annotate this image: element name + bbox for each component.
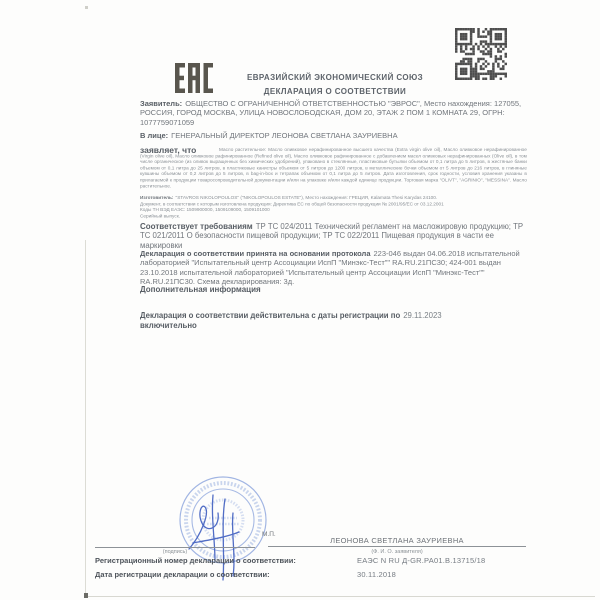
registration-number-value: ЕАЭС N RU Д-GR.РА01.В.13715/18: [357, 556, 486, 565]
page-left-edge: [85, 240, 86, 597]
document-title: ДЕКЛАРАЦИЯ О СООТВЕТСТВИИ: [263, 87, 407, 96]
page-bottom-edge: [85, 596, 595, 597]
validity-paragraph: [140, 311, 480, 330]
additional-info-label: Дополнительная информация: [140, 285, 261, 294]
manufacturer-line: Изготовитель: "STAVROS NIKOLOPOULOS" ("NIKOLOPOULOS ESTATE"), Место нахождения: ГРЕЦИЯ, Kalamata Thesi Karydas 24100.: [140, 195, 438, 201]
compliance-paragraph: [140, 222, 528, 250]
scan-corner-mark-top: [85, 6, 88, 9]
tnved-codes-line: Коды ТН ВЭД ЕАЭС: 1509900000, 1509109000, 1509101000: [140, 207, 270, 213]
applicant-paragraph: [140, 99, 530, 127]
signatory-name: ЛЕОНОВА СВЕТЛАНА ЗАУРИЕВНА: [268, 527, 526, 547]
scan-corner-mark: [84, 593, 88, 598]
serial-release-line: Серийный выпуск.: [140, 213, 181, 219]
basis-paragraph: [140, 249, 528, 286]
basis-label: Декларация о соответствии принята на основании протокола: [140, 249, 371, 258]
basis-text: 223-046 выдан 04.06.2018 испытательной лабораторией "Испытательный центр Ассоциации ИспП "Минэкс-Тест"" RA.RU.21ПС30; 424-001 выдан 23.10.2018 испытательной лабораторией "Испытательный центр Ассоциации ИспП "Минэкс-Тест"" RA.RU.21ПС30. Схема декларирования: 3д.: [140, 249, 520, 286]
signatory-name-caption: (Ф. И. О. заявителя): [371, 549, 423, 555]
validity-date: 29.11.2023: [403, 311, 442, 320]
mp-seal-label: М.П.: [262, 531, 276, 538]
registration-number-label: Регистрационный номер декларации о соответствии:: [95, 556, 296, 565]
signature-caption: (подпись): [162, 549, 188, 555]
representative-text: ГЕНЕРАЛЬНЫЙ ДИРЕКТОР ЛЕОНОВА СВЕТЛАНА ЗАУРИЕВНА: [171, 131, 398, 140]
signature-line: [95, 527, 255, 548]
validity-label: Декларация о соответствии действительна с даты регистрации по: [140, 311, 401, 320]
registration-date-label: Дата регистрации декларации о соответствии:: [95, 570, 270, 579]
registration-date-value: 30.11.2018: [357, 570, 396, 579]
compliance-label: Соответствует требованиям: [140, 222, 253, 231]
applicant-label: Заявитель:: [140, 99, 183, 108]
representative-paragraph: [140, 131, 530, 140]
manufacturing-document-line: Документ, в соответствии с которым изготовлена продукция: Директива ЕС по общей безопасности продукции № 2001/95/ЕС от 03.12.2001: [140, 201, 444, 207]
union-title: ЕВРАЗИЙСКИЙ ЭКОНОМИЧЕСКИЙ СОЮЗ: [246, 73, 424, 82]
compliance-text: ТР ТС 024/2011 Технический регламент на масложировую продукцию; ТР ТС 021/2011 О безопасности пищевой продукции; ТР ТС 022/2011 Пищевая продукция в части ее маркировки: [140, 222, 524, 250]
declares-label: заявляет, что: [140, 145, 197, 155]
validity-suffix: включительно: [140, 320, 197, 330]
representative-label: В лице:: [140, 131, 169, 140]
applicant-text: ОБЩЕСТВО С ОГРАНИЧЕННОЙ ОТВЕТСТВЕННОСТЬЮ "ЭВРОС", Место нахождения: 127055, РОССИЯ, ГОРОД МОСКВА, УЛИЦА НОВОСЛОБОДСКАЯ, ДОМ 20, ЭТАЖ 2 ПОМ 1 КОМНАТА 29, ОГРН: 1077759071059: [140, 99, 522, 127]
manufacturer-label: Изготовитель:: [140, 195, 174, 201]
product-description-text: Масло растительное: Масло оливковое нерафинированное высшего качества (Extra virgin olive oil), Масло оливковое нерафинированное (Virgin olive oil), Масло оливковое рафинированное (Refined olive oil), Масло оливковое рафинированное с добавлением масел оливковых нерафинированных (Olive oil), в том числе органическое (из оливок выращенных без химических удобрений), упаковано в стеклянные, пластиковые бутылки объемом от 0,1 литра до 5 литров, в жестяные банки объемом от 0,1 литра до 25 литров, в пластиковые канистры объемом от 5 литров до 1200 литров, в металлические бочки объемом от 5 литров до 216 литров, в глиняные кувшины объемом от 0,2 литров до 5 литров, в bag-in-box и тетрапак объемом от 0,1 литра до 5 литров. Дата изготовления, срок годности, условия хранения указаны в прилагаемой к продукции товаросопроводительной документации и/или на упаковке и/или каждой единице продукции. Торговая марка "OLIVT", "AGRINIO", "MESSINA". Масло растительное.: [140, 147, 527, 189]
